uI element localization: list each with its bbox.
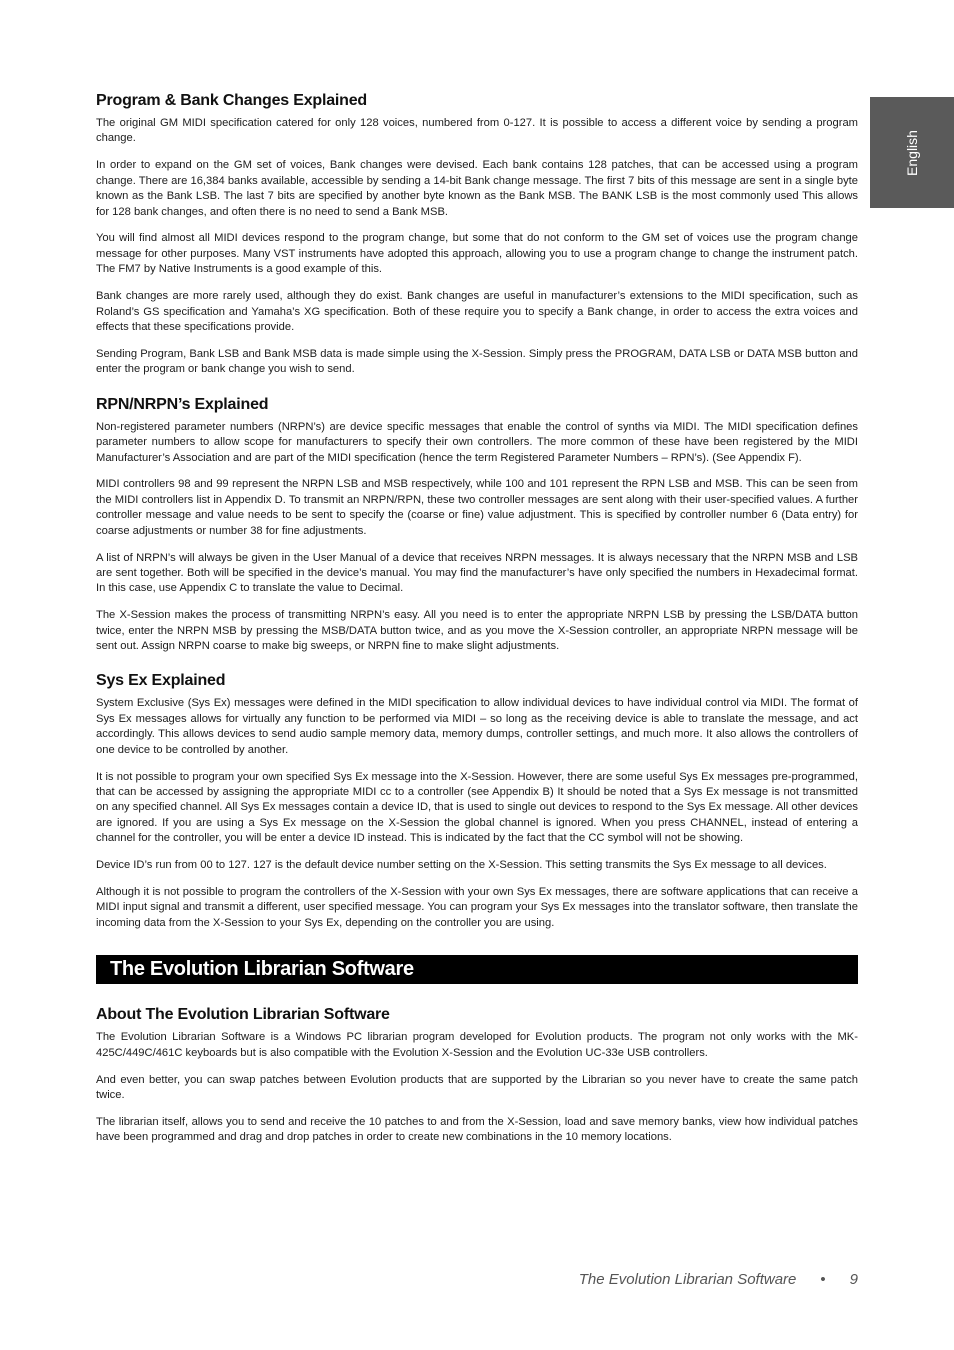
paragraph: Non-registered parameter numbers (NRPN’s) are device specific messages that enable the control of synths via MIDI. The MIDI specification defines parameter numbers to allow scope for manufacturers to specify their own controllers. The more common of these have been registered by the MIDI Manufacturer’s Association and are part of the MIDI specification (hence the term Registered Parameter Numbers – RPN’s). (See Appendix F). — [96, 420, 858, 464]
section-heading: RPN/NRPN’s Explained — [96, 395, 269, 413]
page-number: 9 — [849, 1271, 858, 1288]
paragraph: The Evolution Librarian Software is a Windows PC librarian program developed for Evolution products. The program not only works with the MK-425C/449C/461C keyboards but is also compatible with the Evolution X-Session and the Evolution UC-33e USB controllers. — [96, 1031, 858, 1059]
paragraph: Device ID’s run from 00 to 127. 127 is the default device number setting on the X-Session. This setting transmits the Sys Ex message to all devices. — [96, 859, 827, 872]
paragraph: MIDI controllers 98 and 99 represent the NRPN LSB and MSB respectively, while 100 and 101 represent the RPN LSB and MSB. This can be seen from the MIDI controllers list in Appendix D. To transmit an NRPN/RPN, these two controller messages are sent along with their user-specified values. A further controller message and value needs to be sent to specify the (coarse or fine) value adjustment. This is specified by controller number 6 (Data entry) for coarse adjustments or number 38 for fine adjustments. — [96, 478, 858, 537]
chapter-title-bar: The Evolution Librarian Software — [96, 955, 858, 984]
footer-title: The Evolution Librarian Software — [578, 1271, 797, 1288]
paragraph: Sending Program, Bank LSB and Bank MSB data is made simple using the X-Session. Simply press the PROGRAM, DATA LSB or DATA MSB button and enter the program or bank change you wish to send. — [96, 347, 858, 376]
section-sys-ex — [96, 672, 858, 931]
paragraph: The X-Session makes the process of transmitting NRPN’s easy. All you need is to enter the appropriate NRPN LSB by pressing the LSB/DATA button twice, enter the NRPN MSB by pressing the MSB/DATA button twice, and as you move the X-Session controller, an appropriate NRPN message will be sent out. Assign NRPN coarse to make big sweeps, or NRPN fine to make slight adjustments. — [96, 609, 858, 653]
paragraph: You will find almost all MIDI devices respond to the program change, but some that do not conform to the GM set of voices use the program change message for other purposes. Many VST instruments have adopted this approach, allowing you to use a program change to change the instrument patch. The FM7 by Native Instruments is a good example of this. — [96, 232, 858, 276]
paragraph: Although it is not possible to program the controllers of the X-Session with your own Sys Ex messages, there are software applications that can receive a MIDI input signal and transmit a different, user specified message. You can program your Sys Ex messages into the translator software, then translate the incoming data from the X-Session to your Sys Ex, depending on the controller you are using. — [96, 886, 858, 929]
language-tab — [870, 97, 954, 208]
section-heading: Program & Bank Changes Explained — [96, 92, 368, 109]
paragraph: The librarian itself, allows you to send and receive the 10 patches to and from the X-Session, load and save memory banks, view how individual patches have been programmed and drag and drop patches in order to create new combinations in the 10 memory locations. — [96, 1115, 858, 1144]
paragraph: The original GM MIDI specification catered for only 128 voices, numbered from 0-127. It is possible to access a different voice by sending a program change. — [96, 117, 858, 145]
section-heading: Sys Ex Explained — [96, 672, 226, 690]
section-heading: About The Evolution Librarian Software — [96, 1006, 390, 1024]
paragraph: In order to expand on the GM set of voices, Bank changes were devised. Each bank contains 128 patches, that can be accessed using a program change. There are 16,384 banks available, accessible by sending a 14-bit Bank change message. The first 7 bits of this message are sent in a single byte known as the Bank LSB. The last 7 bits are specified by another byte known as the Bank MSB. The BANK LSB is the most commonly used This allows for 128 bank changes, and often there is no need to send a Bank MSB. — [96, 159, 858, 218]
section-about-librarian — [96, 1006, 858, 1145]
paragraph: It is not possible to program your own specified Sys Ex message into the X-Session. However, there are some useful Sys Ex messages pre-programmed, that can be accessed by assigning the appropriate MIDI cc to a controller (see Appendix B) It should be noted that a Sys Ex message is not transmitted on any specified channel. All Sys Ex messages contain a device ID, that is used to single out devices to respond to the Sys Ex message. All other devices are ignored. If you are using a Sys Ex message on the X-Session the global channel is ignored. When you press CHANNEL, instead of entering a channel for the controller, you will be enter a device ID instead. This is indicated by the fact that the CC symbol will not be showing. — [96, 770, 858, 845]
paragraph: System Exclusive (Sys Ex) messages were defined in the MIDI specification to allow individual devices to have individual control via MIDI. The format of Sys Ex messages allows for virtually any function to be performed via MIDI – so long as the receiving device is able to translate the message, and act accordingly. This allows devices to send audio sample memory data, memory dumps, controller settings, and much more. It also allows the controllers of one device to be controlled by another. — [96, 697, 858, 756]
page-footer — [579, 1271, 858, 1288]
paragraph: And even better, you can swap patches between Evolution products that are supported by the Librarian so you never have to create the same patch twice. — [96, 1073, 858, 1101]
paragraph: Bank changes are more rarely used, although they do exist. Bank changes are useful in manufacturer’s extensions to the MIDI specification, such as Roland’s GS specification and Yamaha’s XG specification. Both of these require you to specify a Bank change, in order to access the extra voices and effects that these specifications provide. — [96, 290, 858, 333]
page-content — [96, 92, 858, 1157]
section-rpn-nrpn — [96, 396, 858, 655]
footer-separator: • — [820, 1271, 826, 1288]
paragraph: A list of NRPN’s will always be given in the User Manual of a device that receives NRPN messages. It is always necessary that the NRPN MSB and LSB are sent together. Both will be specified in the device’s manual. You may find the manufacturer’s have only specified the numbers in Hexadecimal format. In this case, use Appendix C to translate the value to Decimal. — [96, 551, 858, 595]
section-program-bank — [96, 92, 858, 378]
language-tab-label: English — [904, 129, 920, 176]
